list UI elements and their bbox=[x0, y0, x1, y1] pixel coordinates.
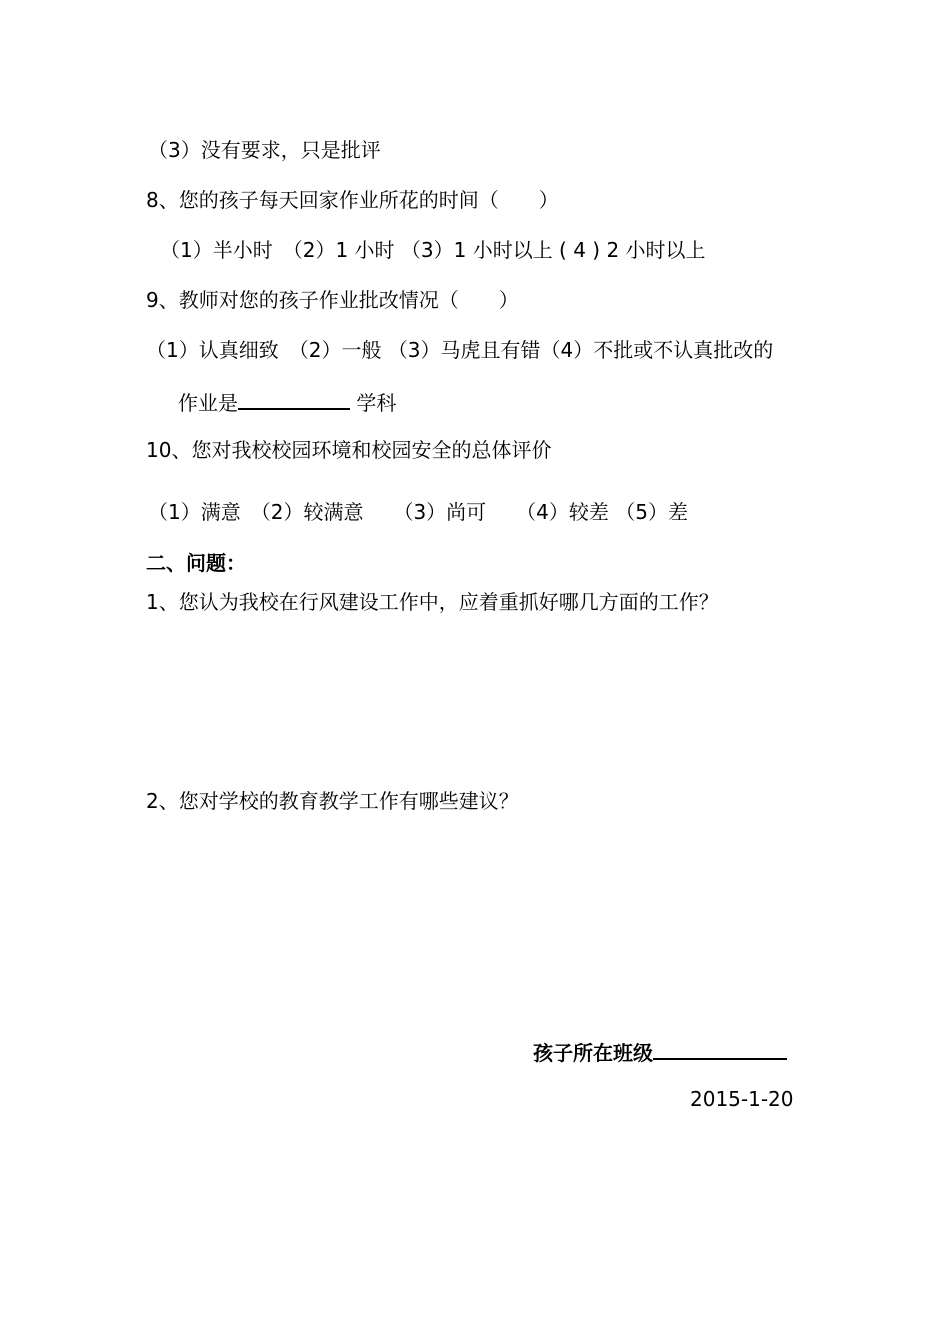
section2-question-2: 2、您对学校的教育教学工作有哪些建议？ bbox=[146, 789, 519, 813]
section2-heading: 二、问题： bbox=[146, 551, 246, 575]
q10-question: 10、您对我校校园环境和校园安全的总体评价 bbox=[146, 438, 552, 462]
q9-subject-prefix: 作业是 bbox=[178, 391, 238, 415]
section2-question-1: 1、您认为我校在行风建设工作中，应着重抓好哪几方面的工作？ bbox=[146, 590, 719, 614]
q9-options: （1）认真细致 （2）一般 （3）马虎且有错（4）不批或不认真批改的 bbox=[146, 338, 774, 362]
q7-option-3: （3）没有要求，只是批评 bbox=[148, 138, 381, 162]
date: 2015-1-20 bbox=[690, 1087, 794, 1111]
q8-question: 8、您的孩子每天回家作业所花的时间（ ） bbox=[146, 188, 559, 212]
class-label: 孩子所在班级 bbox=[533, 1041, 653, 1065]
q9-question: 9、教师对您的孩子作业批改情况（ ） bbox=[146, 288, 519, 312]
q9-subject-suffix: 学科 bbox=[350, 391, 397, 415]
class-blank[interactable] bbox=[653, 1036, 787, 1060]
class-field bbox=[533, 1036, 787, 1067]
q10-options: （1）满意 （2）较满意 （3）尚可 （4）较差 （5）差 bbox=[148, 500, 688, 524]
q9-subject-blank[interactable] bbox=[238, 386, 350, 410]
q9-subject-line bbox=[178, 386, 396, 417]
q8-options: （1）半小时 （2）1 小时 （3）1 小时以上 ( 4 ) 2 小时以上 bbox=[160, 238, 706, 262]
